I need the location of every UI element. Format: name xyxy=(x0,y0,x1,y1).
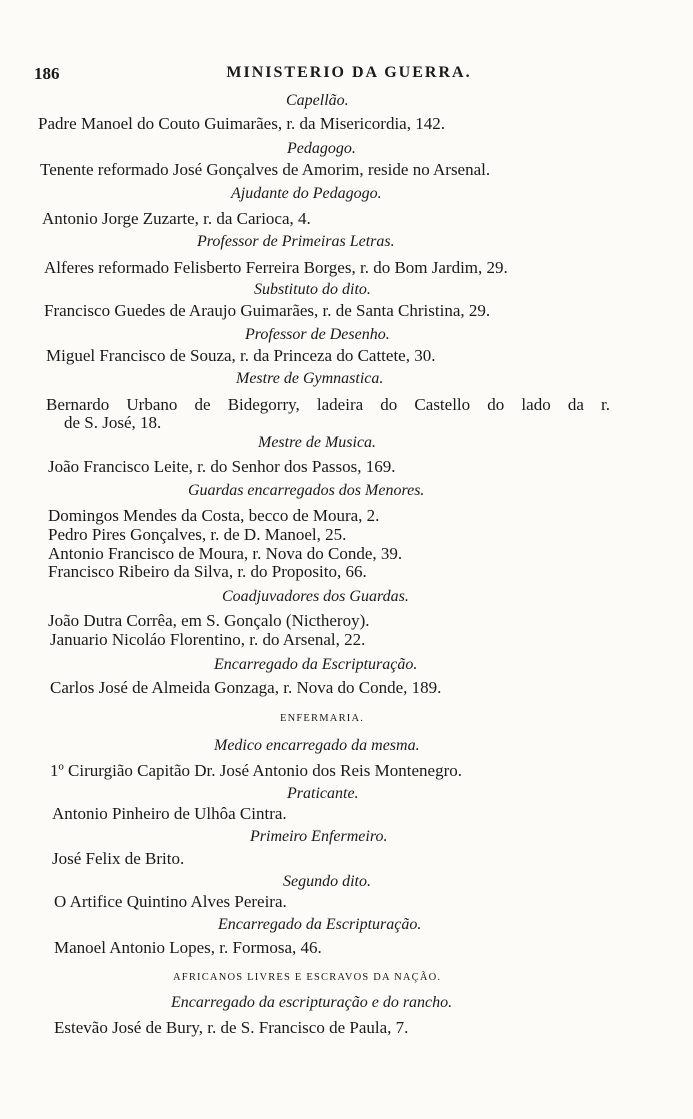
heading-africanos: AFRICANOS LIVRES E ESCRAVOS DA NAÇÃO. xyxy=(173,972,442,983)
heading-substituto: Substituto do dito. xyxy=(254,281,371,298)
entry-segundo: O Artifice Quintino Alves Pereira. xyxy=(54,892,287,911)
entry-rancho: Estevão José de Bury, r. de S. Francisco de Paula, 7. xyxy=(54,1018,409,1037)
entry-pedagogo: Tenente reformado José Gonçalves de Amorim, reside no Arsenal. xyxy=(40,160,491,179)
heading-capellao: Capellão. xyxy=(286,92,349,109)
entry-medico: 1º Cirurgião Capitão Dr. José Antonio dos Reis Montenegro. xyxy=(50,761,462,780)
entry-musica: João Francisco Leite, r. do Senhor dos Passos, 169. xyxy=(48,457,396,476)
entry-guardas-3: Antonio Francisco de Moura, r. Nova do Conde, 39. xyxy=(48,544,403,563)
heading-desenho: Professor de Desenho. xyxy=(245,326,390,343)
heading-medico: Medico encarregado da mesma. xyxy=(214,737,420,754)
entry-guardas-2: Pedro Pires Gonçalves, r. de D. Manoel, 25. xyxy=(48,525,347,544)
entry-gymnastica-line2: de S. José, 18. xyxy=(64,413,162,432)
entry-substituto: Francisco Guedes de Araujo Guimarães, r. de Santa Christina, 29. xyxy=(44,301,491,320)
heading-pedagogo: Pedagogo. xyxy=(287,140,356,157)
entry-gymnastica-line1: Bernardo Urbano de Bidegorry, ladeira do Castello do lado da r. xyxy=(46,395,610,414)
heading-enfermaria: ENFERMARIA. xyxy=(280,713,365,724)
entry-prof-letras: Alferes reformado Felisberto Ferreira Borges, r. do Bom Jardim, 29. xyxy=(44,258,508,277)
entry-escripturacao-1: Carlos José de Almeida Gonzaga, r. Nova do Conde, 189. xyxy=(50,678,442,697)
heading-gymnastica: Mestre de Gymnastica. xyxy=(236,370,384,387)
heading-praticante: Praticante. xyxy=(287,785,359,802)
entry-ajudante: Antonio Jorge Zuzarte, r. da Carioca, 4. xyxy=(42,209,311,228)
entry-escripturacao-2: Manoel Antonio Lopes, r. Formosa, 46. xyxy=(54,938,322,957)
entry-enfermeiro: José Felix de Brito. xyxy=(52,849,185,868)
heading-guardas: Guardas encarregados dos Menores. xyxy=(188,482,425,499)
page-number: 186 xyxy=(34,64,60,83)
running-title: MINISTERIO DA GUERRA. xyxy=(226,64,472,81)
heading-musica: Mestre de Musica. xyxy=(258,434,377,451)
heading-ajudante: Ajudante do Pedagogo. xyxy=(231,185,382,202)
entry-capellao: Padre Manoel do Couto Guimarães, r. da Misericordia, 142. xyxy=(38,114,445,133)
entry-guardas-1: Domingos Mendes da Costa, becco de Moura, 2. xyxy=(48,506,380,525)
entry-desenho: Miguel Francisco de Souza, r. da Princeza do Cattete, 30. xyxy=(46,346,436,365)
heading-coadjuvadores: Coadjuvadores dos Guardas. xyxy=(222,588,409,605)
entry-praticante: Antonio Pinheiro de Ulhôa Cintra. xyxy=(52,804,287,823)
heading-segundo: Segundo dito. xyxy=(283,873,371,890)
heading-rancho: Encarregado da escripturação e do rancho. xyxy=(171,994,453,1011)
page-header xyxy=(34,58,664,86)
entry-coadjuvadores-1: João Dutra Corrêa, em S. Gonçalo (Nictheroy). xyxy=(48,611,370,630)
heading-prof-letras: Professor de Primeiras Letras. xyxy=(197,233,395,250)
heading-escripturacao-1: Encarregado da Escripturação. xyxy=(214,656,418,673)
entry-guardas-4: Francisco Ribeiro da Silva, r. do Proposito, 66. xyxy=(48,562,367,581)
heading-escripturacao-2: Encarregado da Escripturação. xyxy=(218,916,422,933)
heading-enfermeiro: Primeiro Enfermeiro. xyxy=(250,828,388,845)
entry-coadjuvadores-2: Januario Nicoláo Florentino, r. do Arsenal, 22. xyxy=(50,630,366,649)
